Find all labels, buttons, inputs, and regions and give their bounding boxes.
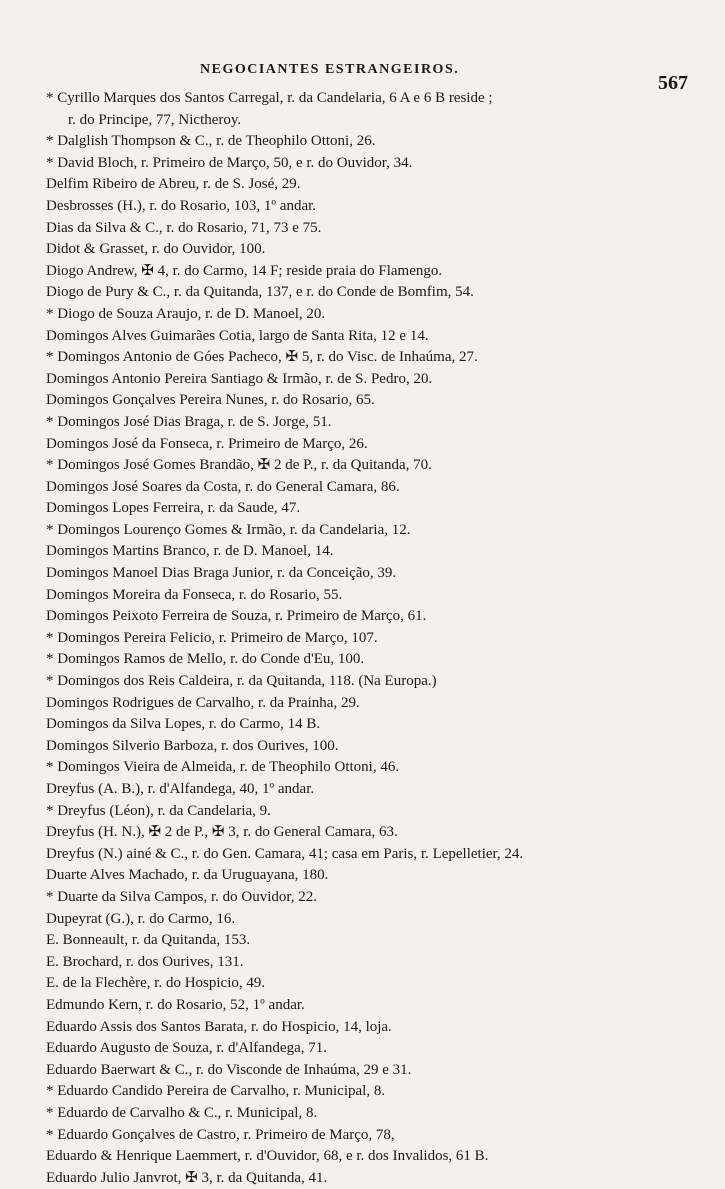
directory-entry: * Eduardo Gonçalves de Castro, r. Primeiro de Março, 78, [46,1126,395,1143]
directory-entry: Dupeyrat (G.), r. do Carmo, 16. [46,910,236,927]
directory-entry: Eduardo Baerwart & C., r. do Visconde de Inhaúma, 29 e 31. [46,1061,412,1078]
entry-list [46,88,696,1189]
directory-entry: Dreyfus (H. N.), ✠ 2 de P., ✠ 3, r. do General Camara, 63. [46,824,398,841]
directory-entry: * Eduardo Candido Pereira de Carvalho, r. Municipal, 8. [46,1083,386,1100]
directory-entry: Eduardo Augusto de Souza, r. d'Alfandega, 71. [46,1040,327,1057]
page-number: 567 [658,72,688,94]
directory-entry: * Duarte da Silva Campos, r. do Ouvidor, 22. [46,888,318,905]
directory-entry: Didot & Grasset, r. do Ouvidor, 100. [46,241,266,258]
directory-entry: * Diogo de Souza Araujo, r. de D. Manoel, 20. [46,305,326,322]
directory-entry: * Domingos Vieira de Almeida, r. de Theophilo Ottoni, 46. [46,759,400,776]
directory-entry: * Domingos Ramos de Mello, r. do Conde d'Eu, 100. [46,651,365,668]
directory-entry: Domingos Moreira da Fonseca, r. do Rosario, 55. [46,586,343,603]
directory-entry: Diogo Andrew, ✠ 4, r. do Carmo, 14 F; reside praia do Flamengo. [46,262,443,279]
directory-entry: * Cyrillo Marques dos Santos Carregal, r. da Candelaria, 6 A e 6 B reside ; [46,90,493,106]
directory-entry: Eduardo & Henrique Laemmert, r. d'Ouvidor, 68, e r. dos Invalidos, 61 B. [46,1148,489,1165]
directory-entry: Delfim Ribeiro de Abreu, r. de S. José, 29. [46,176,301,193]
directory-entry: Domingos Rodrigues de Carvalho, r. da Prainha, 29. [46,694,360,711]
page-title: NEGOCIANTES ESTRANGEIROS. [200,62,460,77]
directory-entry: * Dreyfus (Léon), r. da Candelaria, 9. [46,802,271,819]
directory-entry: Domingos Alves Guimarães Cotia, largo de Santa Rita, 12 e 14. [46,327,429,344]
directory-entry: E. Bonneault, r. da Quitanda, 153. [46,932,251,949]
directory-entry: Domingos Silverio Barboza, r. dos Ourives, 100. [46,737,339,754]
directory-entry: Eduardo Julio Janvrot, ✠ 3, r. da Quitanda, 41. [46,1169,328,1186]
directory-entry: Dias da Silva & C., r. do Rosario, 71, 73 e 75. [46,219,322,236]
directory-entry: Domingos da Silva Lopes, r. do Carmo, 14 B. [46,716,321,733]
directory-entry: Domingos Peixoto Ferreira de Souza, r. Primeiro de Março, 61. [46,608,427,625]
directory-entry: * Domingos dos Reis Caldeira, r. da Quitanda, 118. (Na Europa.) [46,673,437,690]
directory-entry: * Dalglish Thompson & C., r. de Theophilo Ottoni, 26. [46,133,376,150]
directory-entry: * Domingos Lourenço Gomes & Irmão, r. da Candelaria, 12. [46,521,411,538]
directory-entry: Eduardo Assis dos Santos Barata, r. do Hospicio, 14, loja. [46,1018,392,1035]
directory-entry: * Eduardo de Carvalho & C., r. Municipal, 8. [46,1104,318,1121]
directory-entry: * Domingos José Gomes Brandão, ✠ 2 de P., r. da Quitanda, 70. [46,457,432,474]
directory-entry: Duarte Alves Machado, r. da Uruguayana, 180. [46,867,329,884]
directory-entry: Desbrosses (H.), r. do Rosario, 103, 1º andar. [46,197,317,214]
directory-entry: Domingos Gonçalves Pereira Nunes, r. do Rosario, 65. [46,392,375,409]
directory-entry: * Domingos José Dias Braga, r. de S. Jorge, 51. [46,413,332,430]
directory-entry: Domingos Martins Branco, r. de D. Manoel, 14. [46,543,334,560]
directory-entry: Edmundo Kern, r. do Rosario, 52, 1º andar. [46,996,305,1013]
directory-entry: E. Brochard, r. dos Ourives, 131. [46,953,244,970]
directory-entry: Domingos Manoel Dias Braga Junior, r. da Conceição, 39. [46,565,397,582]
directory-entry: Domingos Lopes Ferreira, r. da Saude, 47. [46,500,301,517]
directory-entry: Domingos José da Fonseca, r. Primeiro de Março, 26. [46,435,368,452]
directory-entry: Dreyfus (A. B.), r. d'Alfandega, 40, 1º andar. [46,781,315,797]
directory-entry: * Domingos Antonio de Góes Pacheco, ✠ 5, r. do Visc. de Inhaúma, 27. [46,349,478,366]
directory-entry: Diogo de Pury & C., r. da Quitanda, 137, e r. do Conde de Bomfim, 54. [46,284,474,301]
directory-entry: Domingos José Soares da Costa, r. do General Camara, 86. [46,478,400,495]
page-header [0,60,725,94]
directory-entry: * David Bloch, r. Primeiro de Março, 50, e r. do Ouvidor, 34. [46,154,413,171]
directory-entry: r. do Principe, 77, Nictheroy. [68,111,242,128]
directory-entry: * Domingos Pereira Felicio, r. Primeiro de Março, 107. [46,629,378,646]
directory-entry: E. de la Flechère, r. do Hospicio, 49. [46,975,266,992]
directory-entry: Dreyfus (N.) ainé & C., r. do Gen. Camara, 41; casa em Paris, r. Lepelletier, 24. [46,845,524,862]
directory-entry: Domingos Antonio Pereira Santiago & Irmão, r. de S. Pedro, 20. [46,370,433,387]
